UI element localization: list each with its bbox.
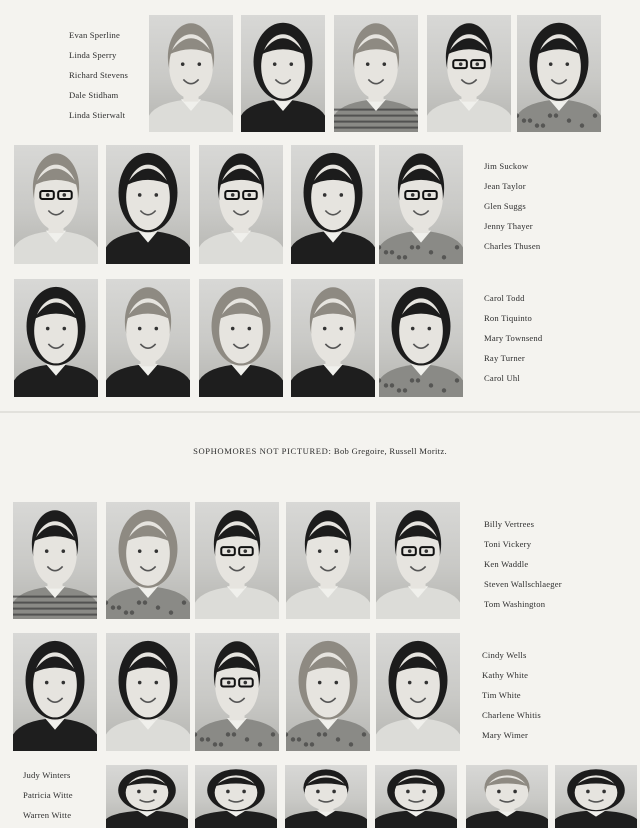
student-name: Cindy Wells (482, 650, 527, 660)
student-portrait-photo (13, 633, 97, 751)
student-portrait-photo (379, 279, 463, 397)
student-portrait-photo (199, 279, 283, 397)
student-name: Steven Wallschlaeger (484, 579, 562, 589)
student-name: Linda Sperry (69, 50, 117, 60)
student-portrait-photo (291, 279, 375, 397)
student-portrait-photo (106, 279, 190, 397)
student-portrait-photo (199, 145, 283, 264)
student-portrait-photo (555, 765, 637, 828)
student-portrait-photo (106, 145, 190, 264)
student-name: Tim White (482, 690, 521, 700)
student-name: Judy Winters (23, 770, 71, 780)
student-portrait-photo (376, 633, 460, 751)
name-list-row-1 (69, 25, 128, 125)
student-portrait-photo (285, 765, 367, 828)
student-name: Kathy White (482, 670, 529, 680)
student-name: Charles Thusen (484, 241, 541, 251)
student-name: Linda Stierwalt (69, 110, 126, 120)
student-name: Warren Witte (23, 810, 72, 820)
student-portrait-photo (13, 502, 97, 619)
not-pictured-heading: SOPHOMORES NOT PICTURED: (193, 446, 332, 456)
student-portrait-photo (106, 765, 188, 828)
student-name: Jim Suckow (484, 161, 529, 171)
student-name: Richard Stevens (69, 70, 129, 80)
student-name: Carol Uhl (484, 373, 520, 383)
student-portrait-photo (291, 145, 375, 264)
student-portrait-photo (106, 633, 190, 751)
student-portrait-photo (195, 502, 279, 619)
student-portrait-photo (517, 15, 601, 132)
student-portrait-photo (376, 502, 460, 619)
student-name: Jean Taylor (484, 181, 526, 191)
student-portrait-photo (375, 765, 457, 828)
student-name: Patricia Witte (23, 790, 73, 800)
student-name: Ken Waddle (484, 559, 529, 569)
name-list-row-4 (484, 514, 562, 614)
student-name: Dale Stidham (69, 90, 119, 100)
student-portrait-photo (286, 502, 370, 619)
student-name: Carol Todd (484, 293, 525, 303)
student-name: Charlene Whitis (482, 710, 541, 720)
name-list-row-6 (23, 765, 73, 825)
student-portrait-photo (14, 145, 98, 264)
page-seam (0, 411, 640, 413)
name-list-row-5 (482, 645, 541, 745)
student-name: Tom Washington (484, 599, 546, 609)
student-portrait-photo (195, 633, 279, 751)
student-name: Jenny Thayer (484, 221, 533, 231)
student-portrait-photo (106, 502, 190, 619)
name-list-row-2 (484, 156, 540, 256)
student-portrait-photo (379, 145, 463, 264)
name-list-row-3 (484, 288, 542, 388)
not-pictured-names: Bob Gregoire, Russell Moritz. (333, 446, 447, 456)
student-portrait-photo (241, 15, 325, 132)
not-pictured-notice (0, 446, 640, 456)
student-name: Ron Tiquinto (484, 313, 533, 323)
student-portrait-photo (149, 15, 233, 132)
student-portrait-photo (466, 765, 548, 828)
student-name: Billy Vertrees (484, 519, 535, 529)
student-name: Glen Suggs (484, 201, 526, 211)
student-portrait-photo (14, 279, 98, 397)
student-name: Mary Townsend (484, 333, 543, 343)
student-portrait-photo (286, 633, 370, 751)
student-portrait-photo (334, 15, 418, 132)
student-portrait-photo (427, 15, 511, 132)
student-name: Toni Vickery (484, 539, 532, 549)
student-name: Mary Wimer (482, 730, 529, 740)
student-name: Ray Turner (484, 353, 525, 363)
student-portrait-photo (195, 765, 277, 828)
student-name: Evan Sperline (69, 30, 121, 40)
